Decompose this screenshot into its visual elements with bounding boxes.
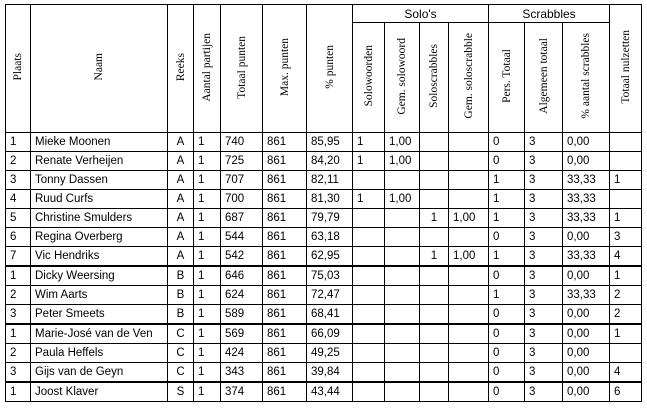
cell-max-punten: 861 (263, 209, 307, 228)
cell-pct-punten: 49,25 (307, 344, 353, 363)
cell-aantal-partijen: 1 (194, 344, 221, 363)
cell-solowoorden (353, 286, 385, 305)
cell-plaats: 1 (6, 266, 31, 286)
cell-naam: Gijs van de Geyn (31, 363, 168, 383)
cell-max-punten: 861 (263, 382, 307, 402)
cell-totaal-nulzetten (610, 190, 642, 209)
cell-pers-totaal: 0 (489, 228, 525, 247)
cell-totaal-nulzetten: 1 (610, 266, 642, 286)
cell-aantal-partijen: 1 (194, 305, 221, 325)
cell-plaats: 2 (6, 286, 31, 305)
cell-pct-punten: 79,79 (307, 209, 353, 228)
cell-gem-soloscrabble (449, 152, 489, 171)
cell-totaal-punten: 700 (221, 190, 263, 209)
cell-plaats: 3 (6, 171, 31, 190)
cell-algemeen-totaal: 3 (525, 363, 563, 383)
table-row (6, 286, 642, 305)
cell-gem-soloscrabble (449, 190, 489, 209)
cell-gem-soloscrabble (449, 363, 489, 383)
table-row (6, 266, 642, 286)
cell-algemeen-totaal: 3 (525, 266, 563, 286)
cell-gem-soloscrabble: 1,00 (449, 209, 489, 228)
results-table (5, 4, 642, 402)
cell-soloscrabbles (420, 171, 449, 190)
cell-algemeen-totaal: 3 (525, 209, 563, 228)
cell-aantal-partijen: 1 (194, 190, 221, 209)
cell-naam: Mieke Moonen (31, 133, 168, 152)
cell-algemeen-totaal: 3 (525, 382, 563, 402)
cell-solowoorden: 1 (353, 152, 385, 171)
cell-reeks: A (168, 228, 194, 247)
cell-naam: Tonny Dassen (31, 171, 168, 190)
cell-totaal-nulzetten: 1 (610, 171, 642, 190)
cell-max-punten: 861 (263, 247, 307, 267)
cell-totaal-punten: 725 (221, 152, 263, 171)
cell-totaal-punten: 544 (221, 228, 263, 247)
cell-gem-solowoord: 1,00 (385, 152, 420, 171)
cell-totaal-punten: 687 (221, 209, 263, 228)
cell-max-punten: 861 (263, 344, 307, 363)
cell-totaal-punten: 569 (221, 324, 263, 344)
cell-naam: Regina Overberg (31, 228, 168, 247)
col-header-soloscrabbles: Soloscrabbles (420, 23, 449, 133)
cell-gem-soloscrabble (449, 228, 489, 247)
cell-algemeen-totaal: 3 (525, 152, 563, 171)
cell-pct-punten: 75,03 (307, 266, 353, 286)
cell-totaal-nulzetten (610, 133, 642, 152)
cell-gem-soloscrabble (449, 133, 489, 152)
cell-pct-punten: 82,11 (307, 171, 353, 190)
cell-gem-soloscrabble: 1,00 (449, 247, 489, 267)
col-header-totaal-nulzetten: Totaal nulzetten (610, 5, 642, 133)
cell-soloscrabbles (420, 363, 449, 383)
cell-solowoorden (353, 324, 385, 344)
cell-max-punten: 861 (263, 152, 307, 171)
cell-pct-scrabbles: 0,00 (563, 152, 610, 171)
cell-aantal-partijen: 1 (194, 324, 221, 344)
cell-algemeen-totaal: 3 (525, 305, 563, 325)
cell-plaats: 7 (6, 247, 31, 267)
cell-naam: Joost Klaver (31, 382, 168, 402)
col-header-max-punten: Max. punten (263, 5, 307, 133)
cell-gem-solowoord (385, 286, 420, 305)
col-header-gem-soloscrabble: Gem. soloscrabble (449, 23, 489, 133)
cell-gem-solowoord (385, 305, 420, 325)
cell-pers-totaal: 1 (489, 286, 525, 305)
cell-reeks: B (168, 286, 194, 305)
cell-totaal-nulzetten: 3 (610, 228, 642, 247)
cell-algemeen-totaal: 3 (525, 171, 563, 190)
cell-reeks: C (168, 324, 194, 344)
cell-aantal-partijen: 1 (194, 152, 221, 171)
group-header-scrabbles: Scrabbles (489, 5, 610, 23)
table-row (6, 363, 642, 383)
cell-reeks: C (168, 363, 194, 383)
cell-gem-solowoord (385, 344, 420, 363)
cell-naam: Peter Smeets (31, 305, 168, 325)
cell-pct-punten: 84,20 (307, 152, 353, 171)
cell-aantal-partijen: 1 (194, 266, 221, 286)
cell-solowoorden (353, 171, 385, 190)
cell-reeks: C (168, 344, 194, 363)
table-row (6, 209, 642, 228)
cell-soloscrabbles (420, 152, 449, 171)
cell-plaats: 6 (6, 228, 31, 247)
col-header-algemeen-totaal: Algemeen totaal (525, 23, 563, 133)
cell-pct-scrabbles: 33,33 (563, 171, 610, 190)
table-row (6, 344, 642, 363)
cell-pct-scrabbles: 33,33 (563, 247, 610, 267)
table-row (6, 152, 642, 171)
cell-totaal-nulzetten: 2 (610, 286, 642, 305)
cell-totaal-punten: 646 (221, 266, 263, 286)
cell-reeks: A (168, 247, 194, 267)
cell-naam: Marie-José van de Ven (31, 324, 168, 344)
cell-reeks: A (168, 190, 194, 209)
cell-algemeen-totaal: 3 (525, 247, 563, 267)
cell-totaal-nulzetten: 2 (610, 305, 642, 325)
cell-plaats: 1 (6, 382, 31, 402)
cell-pct-punten: 62,95 (307, 247, 353, 267)
cell-algemeen-totaal: 3 (525, 344, 563, 363)
cell-gem-soloscrabble (449, 382, 489, 402)
cell-totaal-punten: 589 (221, 305, 263, 325)
cell-plaats: 4 (6, 190, 31, 209)
cell-soloscrabbles: 1 (420, 247, 449, 267)
cell-totaal-nulzetten: 6 (610, 382, 642, 402)
table-row (6, 171, 642, 190)
col-header-naam: Naam (31, 5, 168, 133)
cell-soloscrabbles (420, 382, 449, 402)
cell-max-punten: 861 (263, 363, 307, 383)
cell-algemeen-totaal: 3 (525, 228, 563, 247)
cell-pct-scrabbles: 0,00 (563, 324, 610, 344)
cell-totaal-punten: 374 (221, 382, 263, 402)
cell-solowoorden (353, 228, 385, 247)
cell-aantal-partijen: 1 (194, 171, 221, 190)
group-header-row (6, 5, 642, 23)
cell-totaal-nulzetten (610, 152, 642, 171)
cell-totaal-nulzetten: 1 (610, 209, 642, 228)
cell-totaal-punten: 740 (221, 133, 263, 152)
cell-pers-totaal: 1 (489, 190, 525, 209)
cell-plaats: 1 (6, 133, 31, 152)
cell-pers-totaal: 1 (489, 171, 525, 190)
cell-pers-totaal: 0 (489, 344, 525, 363)
cell-soloscrabbles (420, 324, 449, 344)
cell-pct-scrabbles: 0,00 (563, 344, 610, 363)
cell-max-punten: 861 (263, 190, 307, 209)
cell-aantal-partijen: 1 (194, 286, 221, 305)
cell-gem-soloscrabble (449, 171, 489, 190)
table-row (6, 382, 642, 402)
cell-gem-solowoord (385, 363, 420, 383)
cell-pct-scrabbles: 0,00 (563, 266, 610, 286)
cell-gem-solowoord (385, 382, 420, 402)
col-header-reeks: Reeks (168, 5, 194, 133)
cell-pers-totaal: 0 (489, 305, 525, 325)
cell-totaal-nulzetten: 4 (610, 247, 642, 267)
cell-solowoorden (353, 209, 385, 228)
cell-aantal-partijen: 1 (194, 133, 221, 152)
cell-gem-solowoord (385, 209, 420, 228)
cell-reeks: A (168, 152, 194, 171)
cell-gem-solowoord (385, 247, 420, 267)
cell-totaal-punten: 542 (221, 247, 263, 267)
table-row (6, 305, 642, 325)
cell-pers-totaal: 0 (489, 382, 525, 402)
cell-soloscrabbles (420, 344, 449, 363)
cell-pct-punten: 63,18 (307, 228, 353, 247)
col-header-solowoorden: Solowoorden (353, 23, 385, 133)
cell-gem-soloscrabble (449, 324, 489, 344)
cell-naam: Dicky Weersing (31, 266, 168, 286)
cell-reeks: A (168, 209, 194, 228)
cell-plaats: 2 (6, 344, 31, 363)
cell-gem-soloscrabble (449, 266, 489, 286)
table-row (6, 247, 642, 267)
cell-solowoorden (353, 266, 385, 286)
cell-gem-soloscrabble (449, 286, 489, 305)
cell-gem-solowoord: 1,00 (385, 190, 420, 209)
cell-plaats: 5 (6, 209, 31, 228)
col-header-plaats: Plaats (6, 5, 31, 133)
col-header-pct-scrabbles: % aantal scrabbles (563, 23, 610, 133)
table-row (6, 190, 642, 209)
cell-totaal-punten: 343 (221, 363, 263, 383)
cell-pers-totaal: 0 (489, 152, 525, 171)
cell-naam: Renate Verheijen (31, 152, 168, 171)
col-header-gem-solowoord: Gem. solowoord (385, 23, 420, 133)
cell-max-punten: 861 (263, 133, 307, 152)
cell-soloscrabbles (420, 286, 449, 305)
cell-gem-soloscrabble (449, 305, 489, 325)
cell-solowoorden (353, 382, 385, 402)
cell-reeks: S (168, 382, 194, 402)
cell-reeks: B (168, 305, 194, 325)
cell-solowoorden (353, 344, 385, 363)
cell-plaats: 3 (6, 363, 31, 383)
cell-max-punten: 861 (263, 171, 307, 190)
cell-aantal-partijen: 1 (194, 228, 221, 247)
cell-pers-totaal: 1 (489, 209, 525, 228)
cell-soloscrabbles: 1 (420, 209, 449, 228)
cell-algemeen-totaal: 3 (525, 324, 563, 344)
cell-soloscrabbles (420, 133, 449, 152)
cell-pers-totaal: 0 (489, 266, 525, 286)
cell-algemeen-totaal: 3 (525, 133, 563, 152)
cell-solowoorden (353, 305, 385, 325)
table-row (6, 324, 642, 344)
cell-reeks: A (168, 133, 194, 152)
cell-pct-punten: 81,30 (307, 190, 353, 209)
cell-aantal-partijen: 1 (194, 247, 221, 267)
cell-solowoorden: 1 (353, 133, 385, 152)
cell-naam: Vic Hendriks (31, 247, 168, 267)
col-header-totaal-punten: Totaal punten (221, 5, 263, 133)
cell-pct-punten: 68,41 (307, 305, 353, 325)
cell-algemeen-totaal: 3 (525, 190, 563, 209)
cell-naam: Wim Aarts (31, 286, 168, 305)
group-header-solos: Solo's (353, 5, 489, 23)
cell-pct-scrabbles: 0,00 (563, 363, 610, 383)
table-row (6, 133, 642, 152)
cell-pct-punten: 43,44 (307, 382, 353, 402)
cell-max-punten: 861 (263, 266, 307, 286)
cell-gem-solowoord (385, 266, 420, 286)
cell-pct-scrabbles: 33,33 (563, 286, 610, 305)
cell-max-punten: 861 (263, 286, 307, 305)
cell-soloscrabbles (420, 266, 449, 286)
cell-pct-punten: 66,09 (307, 324, 353, 344)
cell-naam: Ruud Curfs (31, 190, 168, 209)
table-row (6, 228, 642, 247)
cell-max-punten: 861 (263, 324, 307, 344)
cell-pct-scrabbles: 0,00 (563, 305, 610, 325)
cell-gem-solowoord: 1,00 (385, 133, 420, 152)
cell-totaal-punten: 624 (221, 286, 263, 305)
cell-solowoorden (353, 363, 385, 383)
col-header-pers-totaal: Pers. Totaal (489, 23, 525, 133)
cell-naam: Paula Heffels (31, 344, 168, 363)
cell-pct-scrabbles: 0,00 (563, 382, 610, 402)
cell-gem-solowoord (385, 228, 420, 247)
cell-reeks: A (168, 171, 194, 190)
cell-pct-punten: 85,95 (307, 133, 353, 152)
cell-max-punten: 861 (263, 305, 307, 325)
cell-plaats: 1 (6, 324, 31, 344)
cell-max-punten: 861 (263, 228, 307, 247)
cell-gem-solowoord (385, 324, 420, 344)
cell-reeks: B (168, 266, 194, 286)
cell-totaal-punten: 424 (221, 344, 263, 363)
cell-totaal-nulzetten: 1 (610, 324, 642, 344)
cell-plaats: 3 (6, 305, 31, 325)
cell-totaal-punten: 707 (221, 171, 263, 190)
cell-pct-punten: 72,47 (307, 286, 353, 305)
cell-soloscrabbles (420, 190, 449, 209)
cell-algemeen-totaal: 3 (525, 286, 563, 305)
cell-pct-scrabbles: 0,00 (563, 228, 610, 247)
cell-pct-punten: 39,84 (307, 363, 353, 383)
cell-solowoorden (353, 247, 385, 267)
cell-soloscrabbles (420, 228, 449, 247)
cell-plaats: 2 (6, 152, 31, 171)
cell-aantal-partijen: 1 (194, 209, 221, 228)
cell-aantal-partijen: 1 (194, 363, 221, 383)
cell-totaal-nulzetten: 4 (610, 363, 642, 383)
cell-naam: Christine Smulders (31, 209, 168, 228)
cell-pers-totaal: 1 (489, 247, 525, 267)
cell-pct-scrabbles: 33,33 (563, 209, 610, 228)
cell-totaal-nulzetten (610, 344, 642, 363)
cell-pers-totaal: 0 (489, 324, 525, 344)
cell-solowoorden: 1 (353, 190, 385, 209)
cell-pct-scrabbles: 0,00 (563, 133, 610, 152)
col-header-aantal-partijen: Aantal partijen (194, 5, 221, 133)
cell-gem-solowoord (385, 171, 420, 190)
cell-gem-soloscrabble (449, 344, 489, 363)
cell-pers-totaal: 0 (489, 363, 525, 383)
cell-pers-totaal: 0 (489, 133, 525, 152)
cell-soloscrabbles (420, 305, 449, 325)
col-header-pct-punten: % punten (307, 5, 353, 133)
cell-pct-scrabbles: 33,33 (563, 190, 610, 209)
cell-aantal-partijen: 1 (194, 382, 221, 402)
